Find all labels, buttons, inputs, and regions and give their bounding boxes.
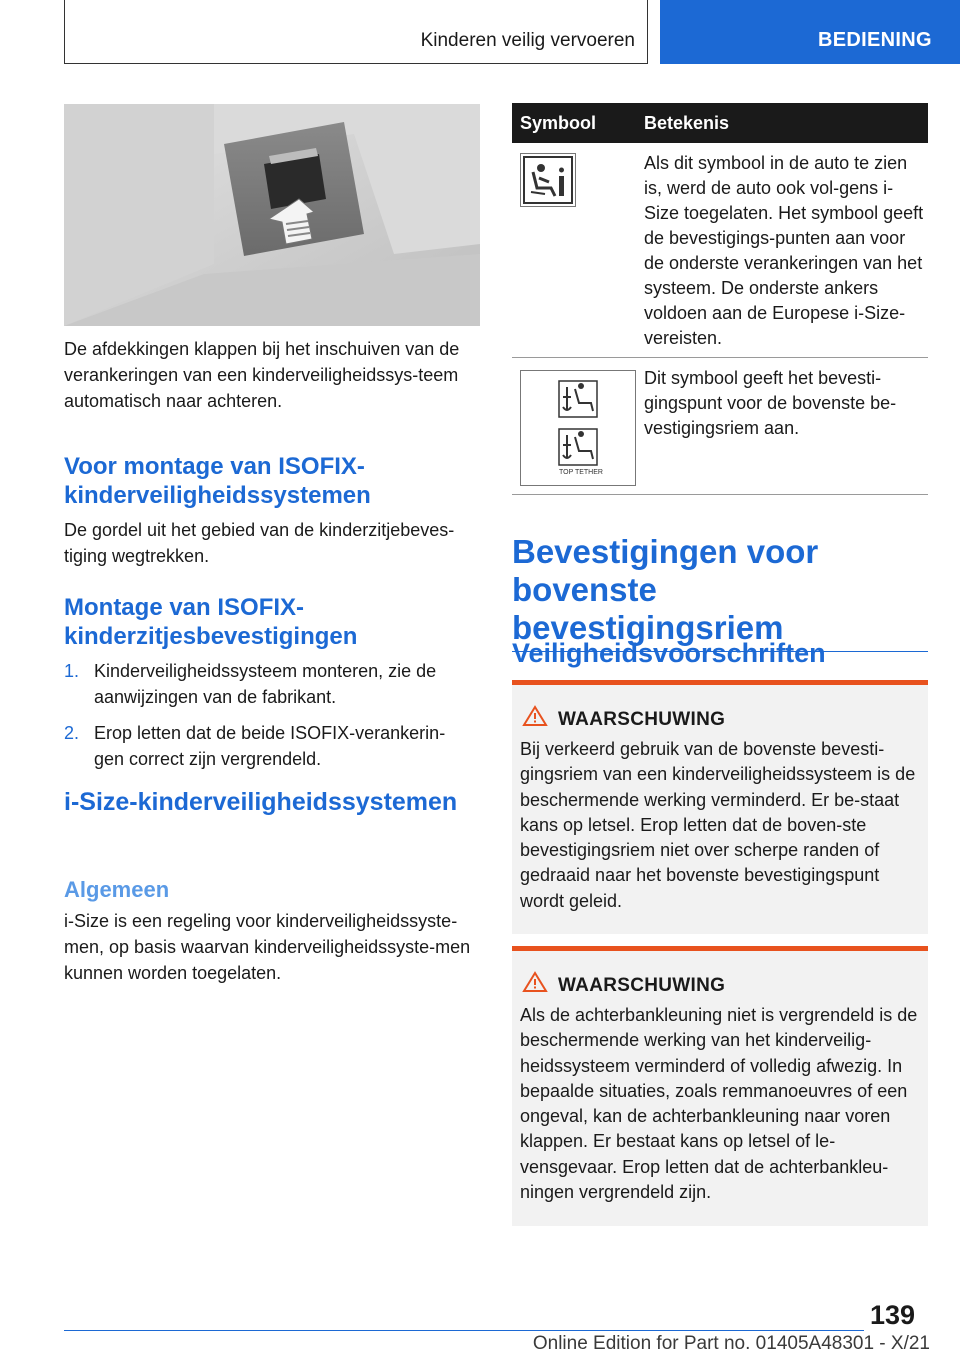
photo-caption: De afdekkingen klappen bij het inschuiven van de verankeringen van een kinderveiligheidssys-teem automatisch naar achteren. [64, 339, 460, 411]
page-number: 139 [870, 1300, 916, 1330]
chapter-title: BEDIENING [818, 29, 932, 51]
isize-seat-icon [520, 153, 576, 207]
row-meaning-text: Dit symbool geeft het bevesti-gingspunt voor de bovenste be-vestigingsriem aan. [644, 368, 897, 438]
heading-general: Algemeen [64, 877, 170, 902]
warning-triangle-icon [522, 705, 548, 732]
heading-safety-instructions: Veiligheidsvoorschriften [512, 638, 826, 668]
table-header [512, 103, 928, 143]
warning-text: Als de achterbankleuning niet is vergrendeld is de beschermende werking van het kinderveilig-heidssysteem verminderd of volledig afwezig. In bepaalde situaties, zoals remmanoeuvres of een ongeval, kan de achterbankleuning naar voren klappen. Er bestaat kans op letsel of le-vensgevaar. Erop letten dat de achterbankleu-ningen vergrendeld zijn. [520, 1005, 918, 1203]
edition-text: Online Edition for Part no. 01405A48301 - X/21 [532, 1333, 930, 1354]
paragraph-isofix-preparation: De gordel uit het gebied van de kinderzitjebeves-tiging wegtrekken. [64, 520, 455, 566]
list-item [64, 658, 474, 710]
warning-triangle-icon [522, 971, 548, 998]
row-meaning-text: Als dit symbool in de auto te zien is, werd de auto ook vol-gens i-Size toegelaten. Het symbool geeft de bevestigings-punten aan voor de onderste verankeringen van het systeem. De onderste ankers voldoen aan de Europese i-Size-vereisten. [644, 153, 924, 348]
paragraph-general: i-Size is een regeling voor kinderveiligheidssyste-men, op basis waarvan kinderveiligheidssyste-men kunnen worden toegelaten. [64, 911, 471, 983]
step-number: 1. [64, 661, 80, 681]
table-row [512, 358, 928, 495]
table-row [512, 143, 928, 358]
list-item [64, 720, 474, 772]
column-header-meaning: Betekenis [644, 113, 730, 133]
header-chapter-tab [660, 0, 960, 64]
heading-isofix-mounting: Montage van ISOFIX-kinderzitjesbevestigingen [64, 594, 358, 650]
warning-box [512, 946, 928, 1226]
mounting-steps-list [64, 658, 474, 772]
isofix-cover-photo [64, 104, 480, 326]
symbol-table [512, 103, 928, 495]
step-number: 2. [64, 723, 80, 743]
section-title: Kinderen veilig vervoeren [420, 30, 635, 51]
isofix-cover-illustration [64, 104, 480, 326]
column-header-symbol: Symbool [520, 113, 597, 133]
top-tether-icon [520, 370, 636, 486]
footer-divider [64, 1330, 864, 1331]
heading-isize-systems: i-Size-kinderveiligheidssystemen [64, 788, 458, 816]
warning-title: WAARSCHUWING [558, 709, 726, 730]
heading-top-tether-anchors: Bevestigingen voor bovenste bevestigingsriem [512, 533, 928, 652]
heading-isofix-preparation: Voor montage van ISOFIX-kinderveiligheidssystemen [64, 453, 371, 509]
step-text: Kinderveiligheidssysteem monteren, zie de aanwijzingen van de fabrikant. [94, 661, 437, 707]
warning-box [512, 680, 928, 934]
header-section-tab [64, 0, 648, 64]
warning-title: WAARSCHUWING [558, 975, 726, 996]
top-tether-label: TOP TETHER [559, 469, 603, 476]
warning-text: Bij verkeerd gebruik van de bovenste bevesti-gingsriem van een kinderveiligheidssysteem is de beschermende werking verminderd. Er be-staat kans op letsel. Erop letten dat de boven-ste bevestigingsriem niet over scherpe randen of gedraaid naar het bovenste bevestigingspunt wordt geleid. [520, 739, 916, 911]
step-text: Erop letten dat de beide ISOFIX-verankerin-gen correct zijn vergrendeld. [94, 723, 446, 769]
